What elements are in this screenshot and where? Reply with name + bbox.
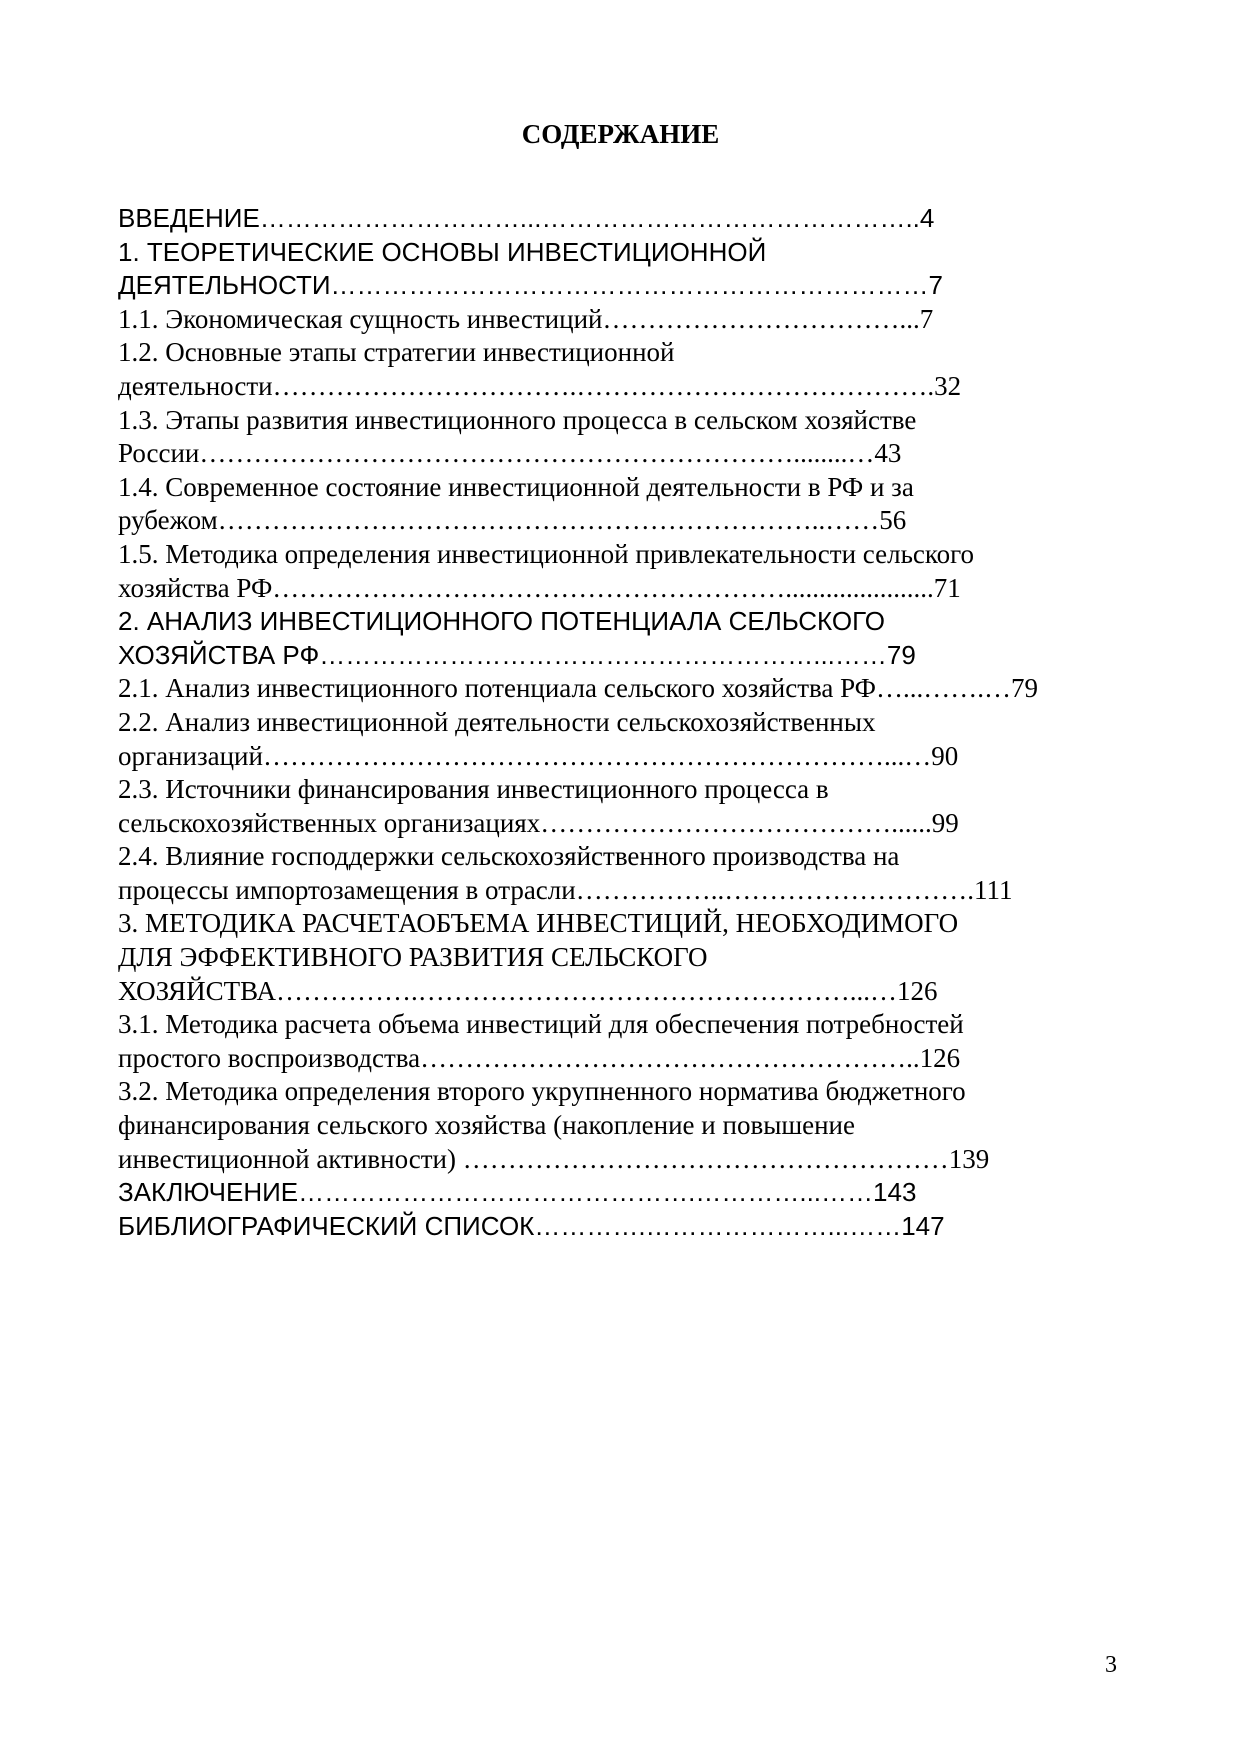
toc-entry-3-2-cont: финансирования сельского хозяйства (накопление и повышение [118,1110,855,1141]
toc-entry-1-5: 1.5. Методика определения инвестиционной привлекательности сельского [118,538,975,569]
toc-entry-1-2: 1.2. Основные этапы стратегии инвестиционной [118,337,675,368]
toc-entry-chapter-3: 3. МЕТОДИКА РАСЧЕТАОБЪЕМА ИНВЕСТИЦИЙ, НЕОБХОДИМОГО [118,908,959,939]
toc-entry-chapter-3-cont-2: ХОЗЯЙСТВА…………….…………………………………………...…126 [118,975,938,1006]
toc-entry-2-2: 2.2. Анализ инвестиционной деятельности сельскохозяйственных [118,706,876,737]
toc-entry-introduction: ВВЕДЕНИЕ…………………………...……………………………………..4 [118,203,935,233]
toc-entry-1-3-cont: России…………………………………………………………........…43 [118,438,902,469]
toc-entry-2-2-cont: организаций……………………………………………………………...…90 [118,740,959,771]
toc-entry-1-1: 1.1. Экономическая сущность инвестиций……………………………...7 [118,303,934,334]
toc-entry-3-1: 3.1. Методика расчета объема инвестиций для обеспечения потребностей [118,1009,964,1040]
toc-entry-1-4: 1.4. Современное состояние инвестиционной деятельности в РФ и за [118,471,914,502]
toc-entry-2-4-cont: процессы импортозамещения в отрасли……………..……………………….111 [118,874,1013,905]
table-of-contents [118,202,1118,1243]
toc-entry-3-2-cont-2: инвестиционной активности) ………………………………………………139 [118,1143,990,1174]
toc-entry-chapter-2-cont: ХОЗЯЙСТВА РФ…………………………………………………...……79 [118,639,916,670]
page-number: 3 [1105,1652,1117,1678]
toc-entry-1-2-cont: деятельности…………………………….………………………………….32 [118,370,962,401]
toc-entry-chapter-1: 1. ТЕОРЕТИЧЕСКИЕ ОСНОВЫ ИНВЕСТИЦИОННОЙ [118,236,767,267]
toc-entry-3-2: 3.2. Методика определения второго укрупненного норматива бюджетного [118,1076,966,1107]
toc-entry-1-4-cont: рубежом…………………………………………………………..……56 [118,505,907,536]
toc-entry-1-5-cont: хозяйства РФ…………………………………………………......................71 [118,572,961,603]
toc-entry-1-3: 1.3. Этапы развития инвестиционного процесса в сельском хозяйстве [118,404,917,435]
toc-entry-3-1-cont: простого воспроизводства………………………………………………..126 [118,1042,961,1073]
toc-entry-chapter-2: 2. АНАЛИЗ ИНВЕСТИЦИОННОГО ПОТЕНЦИАЛА СЕЛЬСКОГО [118,606,885,637]
toc-entry-bibliography: БИБЛИОГРАФИЧЕСКИЙ СПИСОК………….…………………...……147 [118,1210,945,1241]
page-title: СОДЕРЖАНИЕ [521,119,720,149]
toc-entry-2-4: 2.4. Влияние господдержки сельскохозяйственного производства на [118,841,900,872]
toc-entry-conclusion: ЗАКЛЮЧЕНИЕ……………………………………….…………...……143 [118,1177,917,1208]
toc-entry-chapter-3-cont: ДЛЯ ЭФФЕКТИВНОГО РАЗВИТИЯ СЕЛЬСКОГО [118,942,708,973]
toc-entry-2-3: 2.3. Источники финансирования инвестиционного процесса в [118,774,829,805]
toc-entry-2-3-cont: сельскохозяйственных организациях…………………………………......99 [118,807,959,838]
toc-entry-2-1: 2.1. Анализ инвестиционного потенциала сельского хозяйства РФ…...…….…79 [118,673,1039,704]
toc-entry-chapter-1-cont: ДЕЯТЕЛЬНОСТИ……………………………………………………………7 [118,270,944,301]
